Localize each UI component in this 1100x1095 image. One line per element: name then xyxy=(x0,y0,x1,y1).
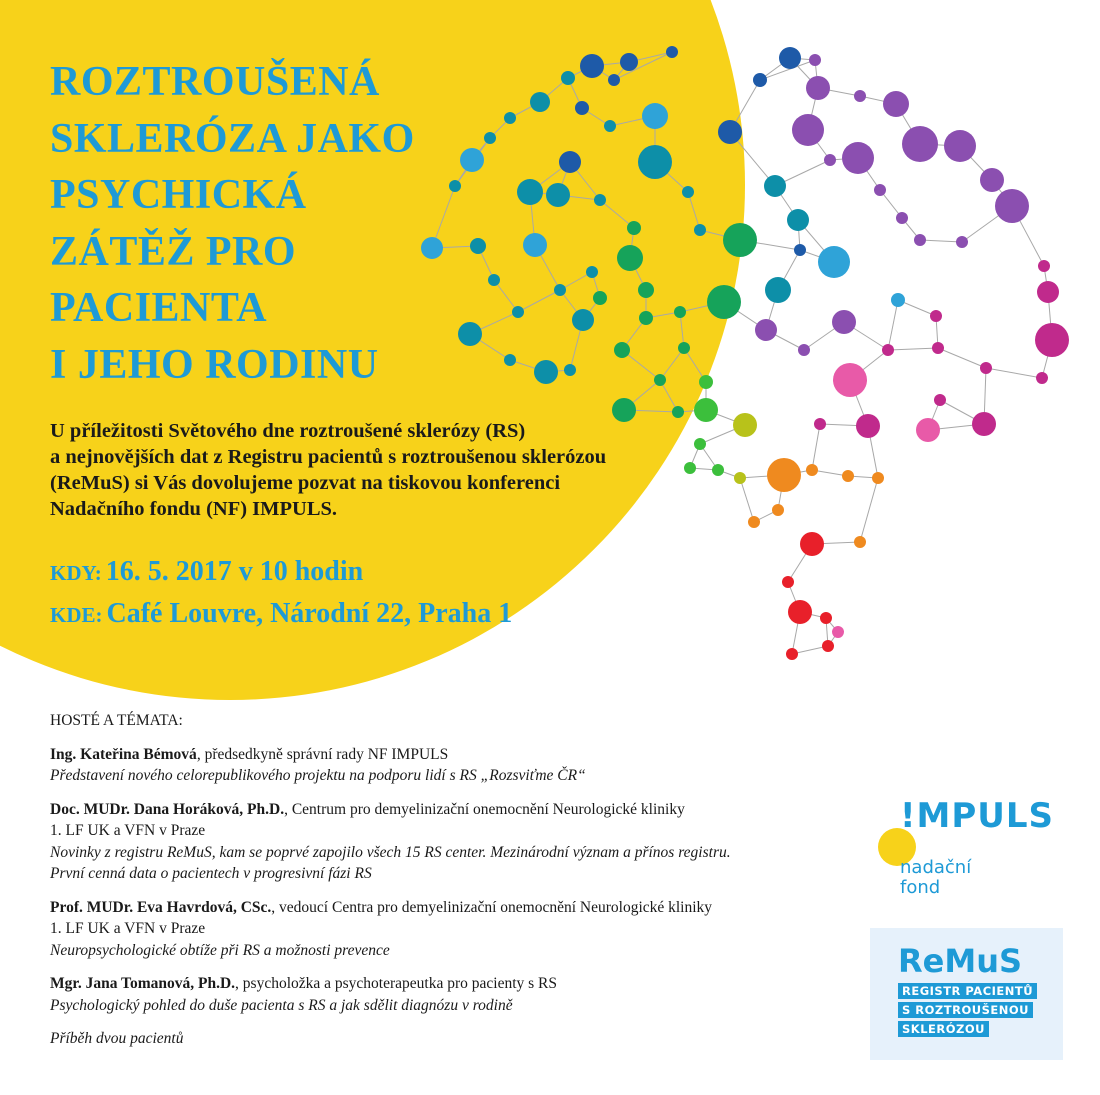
network-node xyxy=(800,532,824,556)
network-node xyxy=(854,536,866,548)
guest-name: Ing. Kateřina Bémová xyxy=(50,745,197,763)
network-node xyxy=(523,233,547,257)
network-node xyxy=(932,342,944,354)
network-link xyxy=(740,478,754,522)
network-node xyxy=(755,319,777,341)
network-node xyxy=(484,132,496,144)
network-node xyxy=(594,194,606,206)
network-node xyxy=(470,238,486,254)
network-link xyxy=(888,348,938,350)
network-node xyxy=(891,293,905,307)
network-node xyxy=(806,464,818,476)
guest-role: , psycholožka a psychoterapeutka pro pacienty s RS xyxy=(235,975,557,992)
network-node xyxy=(944,130,976,162)
network-node xyxy=(980,168,1004,192)
network-node xyxy=(614,342,630,358)
title-line: PACIENTA xyxy=(50,285,268,331)
network-node xyxy=(586,266,598,278)
guest-topic: První cenná data o pacientech v progresivní fázi RS xyxy=(50,865,372,882)
network-node xyxy=(572,309,594,331)
network-link xyxy=(888,300,898,350)
network-node xyxy=(654,374,666,386)
impuls-logo xyxy=(878,796,1055,906)
title-line: I JEHO RODINU xyxy=(50,341,379,388)
network-node xyxy=(694,438,706,450)
guest-name-line xyxy=(50,897,850,919)
network-node xyxy=(782,576,794,588)
guest-role: , Centrum pro demyelinizační onemocnění Neurologické kliniky xyxy=(284,800,685,818)
impuls-wordmark: !MPULS xyxy=(900,796,1055,836)
where-label: KDE: xyxy=(50,603,103,627)
network-node xyxy=(882,344,894,356)
network-node xyxy=(604,120,616,132)
network-link xyxy=(938,348,986,368)
network-node xyxy=(674,306,686,318)
network-node xyxy=(1037,281,1059,303)
network-node xyxy=(682,186,694,198)
network-node xyxy=(1035,323,1069,357)
impuls-subtitle-line: nadační xyxy=(900,857,972,878)
network-node xyxy=(916,418,940,442)
network-link xyxy=(812,424,820,470)
network-node xyxy=(559,151,581,173)
network-node xyxy=(666,46,678,58)
network-node xyxy=(694,224,706,236)
guest-topic: Psychologický pohled do duše pacienta s RS a jak sdělit diagnózu v rodině xyxy=(50,996,513,1014)
network-node xyxy=(753,73,767,87)
guest-entry xyxy=(50,744,850,787)
network-node xyxy=(896,212,908,224)
network-link xyxy=(920,240,962,242)
network-node xyxy=(832,626,844,638)
when-value: 16. 5. 2017 v 10 hodin xyxy=(105,556,364,587)
network-node xyxy=(824,154,836,166)
guest-role: , předsedkyně správní rady NF IMPULS xyxy=(196,745,449,763)
guest-entry xyxy=(50,897,850,962)
network-node xyxy=(564,364,576,376)
network-node xyxy=(980,362,992,374)
network-node xyxy=(504,112,516,124)
network-node xyxy=(1036,372,1048,384)
title-line: PSYCHICKÁ xyxy=(50,172,307,218)
remus-tagline xyxy=(898,982,1037,1039)
network-node xyxy=(814,418,826,430)
network-node xyxy=(460,148,484,172)
guest-role-continued: 1. LF UK a VFN v Praze xyxy=(50,822,206,839)
network-node xyxy=(608,74,620,86)
network-node xyxy=(672,406,684,418)
network-node xyxy=(638,145,672,179)
network-node xyxy=(554,284,566,296)
network-node xyxy=(779,47,801,69)
network-node xyxy=(707,285,741,319)
guest-topic: Novinky z registru ReMuS, kam se poprvé zapojilo všech 15 RS center. Mezinárodní význam a přínos registru. xyxy=(50,843,731,861)
network-node xyxy=(930,310,942,322)
network-node xyxy=(512,306,524,318)
network-node xyxy=(822,640,834,652)
network-node xyxy=(488,274,500,286)
network-node xyxy=(820,612,832,624)
network-node xyxy=(627,221,641,235)
network-node xyxy=(638,282,654,298)
network-node xyxy=(806,76,830,100)
network-link xyxy=(986,368,1042,378)
network-node xyxy=(694,398,718,422)
network-node xyxy=(872,472,884,484)
intro-line: U příležitosti Světového dne roztroušené sklerózy (RS) xyxy=(50,420,526,442)
network-node xyxy=(792,114,824,146)
network-node xyxy=(1038,260,1050,272)
network-node xyxy=(786,648,798,660)
network-node xyxy=(856,414,880,438)
network-node xyxy=(995,189,1029,223)
network-node xyxy=(818,246,850,278)
network-node xyxy=(842,470,854,482)
network-node xyxy=(934,394,946,406)
remus-logo xyxy=(870,928,1063,1060)
intro-line: a nejnovějších dat z Registru pacientů s roztroušenou sklerózou xyxy=(50,446,607,468)
guest-name-line xyxy=(50,799,850,821)
network-node xyxy=(842,142,874,174)
guest-role-continued: 1. LF UK a VFN v Praze xyxy=(50,920,206,937)
remus-wordmark: ReMuS xyxy=(898,942,1023,980)
closing-topic: Příběh dvou pacientů xyxy=(50,1030,184,1047)
network-node xyxy=(902,126,938,162)
network-node xyxy=(639,311,653,325)
guest-entry xyxy=(50,973,850,1016)
guest-name-line xyxy=(50,973,850,995)
intro-line: Nadačního fondu (NF) IMPULS. xyxy=(50,498,338,520)
network-node xyxy=(449,180,461,192)
guest-entry xyxy=(50,799,850,885)
network-node xyxy=(956,236,968,248)
network-node xyxy=(458,322,482,346)
network-link xyxy=(860,478,878,542)
network-node xyxy=(718,120,742,144)
event-when xyxy=(50,556,512,598)
network-node xyxy=(798,344,810,356)
guest-name-line xyxy=(50,744,850,766)
remus-tag: SKLERÓZOU xyxy=(898,1021,989,1037)
guest-name: Doc. MUDr. Dana Horáková, Ph.D. xyxy=(50,800,285,818)
remus-tag: S ROZTROUŠENOU xyxy=(898,1002,1033,1018)
network-node xyxy=(833,363,867,397)
network-node xyxy=(748,516,760,528)
guest-name: Prof. MUDr. Eva Havrdová, CSc. xyxy=(50,898,272,916)
network-node xyxy=(678,342,690,354)
event-details xyxy=(50,556,512,640)
guests-section xyxy=(50,710,850,1050)
network-node xyxy=(620,53,638,71)
when-label: KDY: xyxy=(50,561,102,585)
network-node xyxy=(546,183,570,207)
network-node xyxy=(765,277,791,303)
network-node xyxy=(832,310,856,334)
guest-topic: Neuropsychologické obtíže při RS a možnosti prevence xyxy=(50,941,390,959)
network-node xyxy=(733,413,757,437)
network-node xyxy=(575,101,589,115)
network-node xyxy=(561,71,575,85)
network-node xyxy=(699,375,713,389)
network-node xyxy=(854,90,866,102)
network-node xyxy=(712,464,724,476)
network-node xyxy=(767,458,801,492)
impuls-subtitle xyxy=(900,858,971,898)
network-node xyxy=(593,291,607,305)
network-node xyxy=(421,237,443,259)
network-node xyxy=(883,91,909,117)
guest-topic: Představení nového celorepublikového projektu na podporu lidí s RS „Rozsviťme ČR“ xyxy=(50,767,586,784)
network-node xyxy=(504,354,516,366)
network-node xyxy=(787,209,809,231)
network-node xyxy=(794,244,806,256)
network-node xyxy=(914,234,926,246)
network-node xyxy=(788,600,812,624)
guest-name: Mgr. Jana Tomanová, Ph.D. xyxy=(50,975,236,992)
invitation-text xyxy=(50,418,690,522)
impuls-subtitle-line: fond xyxy=(900,877,941,898)
remus-tag: REGISTR PACIENTŮ xyxy=(898,983,1037,999)
title-line: ROZTROUŠENÁ xyxy=(50,59,380,105)
network-node xyxy=(772,504,784,516)
intro-line: (ReMuS) si Vás dovolujeme pozvat na tiskovou konferenci xyxy=(50,472,561,494)
network-node xyxy=(734,472,746,484)
network-node xyxy=(809,54,821,66)
network-node xyxy=(874,184,886,196)
title-line: SKLERÓZA JAKO xyxy=(50,115,415,162)
network-node xyxy=(617,245,643,271)
network-link xyxy=(518,290,560,312)
guests-heading: HOSTÉ A TÉMATA: xyxy=(50,712,183,729)
network-node xyxy=(580,54,604,78)
network-node xyxy=(642,103,668,129)
where-value: Café Louvre, Národní 22, Praha 1 xyxy=(106,598,513,629)
network-node xyxy=(517,179,543,205)
guest-role: , vedoucí Centra pro demyelinizační onemocnění Neurologické kliniky xyxy=(271,898,713,916)
event-where xyxy=(50,598,512,640)
network-node xyxy=(534,360,558,384)
title-line: ZÁTĚŽ PRO xyxy=(50,228,297,275)
network-node xyxy=(764,175,786,197)
network-node xyxy=(972,412,996,436)
network-node xyxy=(723,223,757,257)
page-title xyxy=(50,54,415,393)
network-node xyxy=(530,92,550,112)
